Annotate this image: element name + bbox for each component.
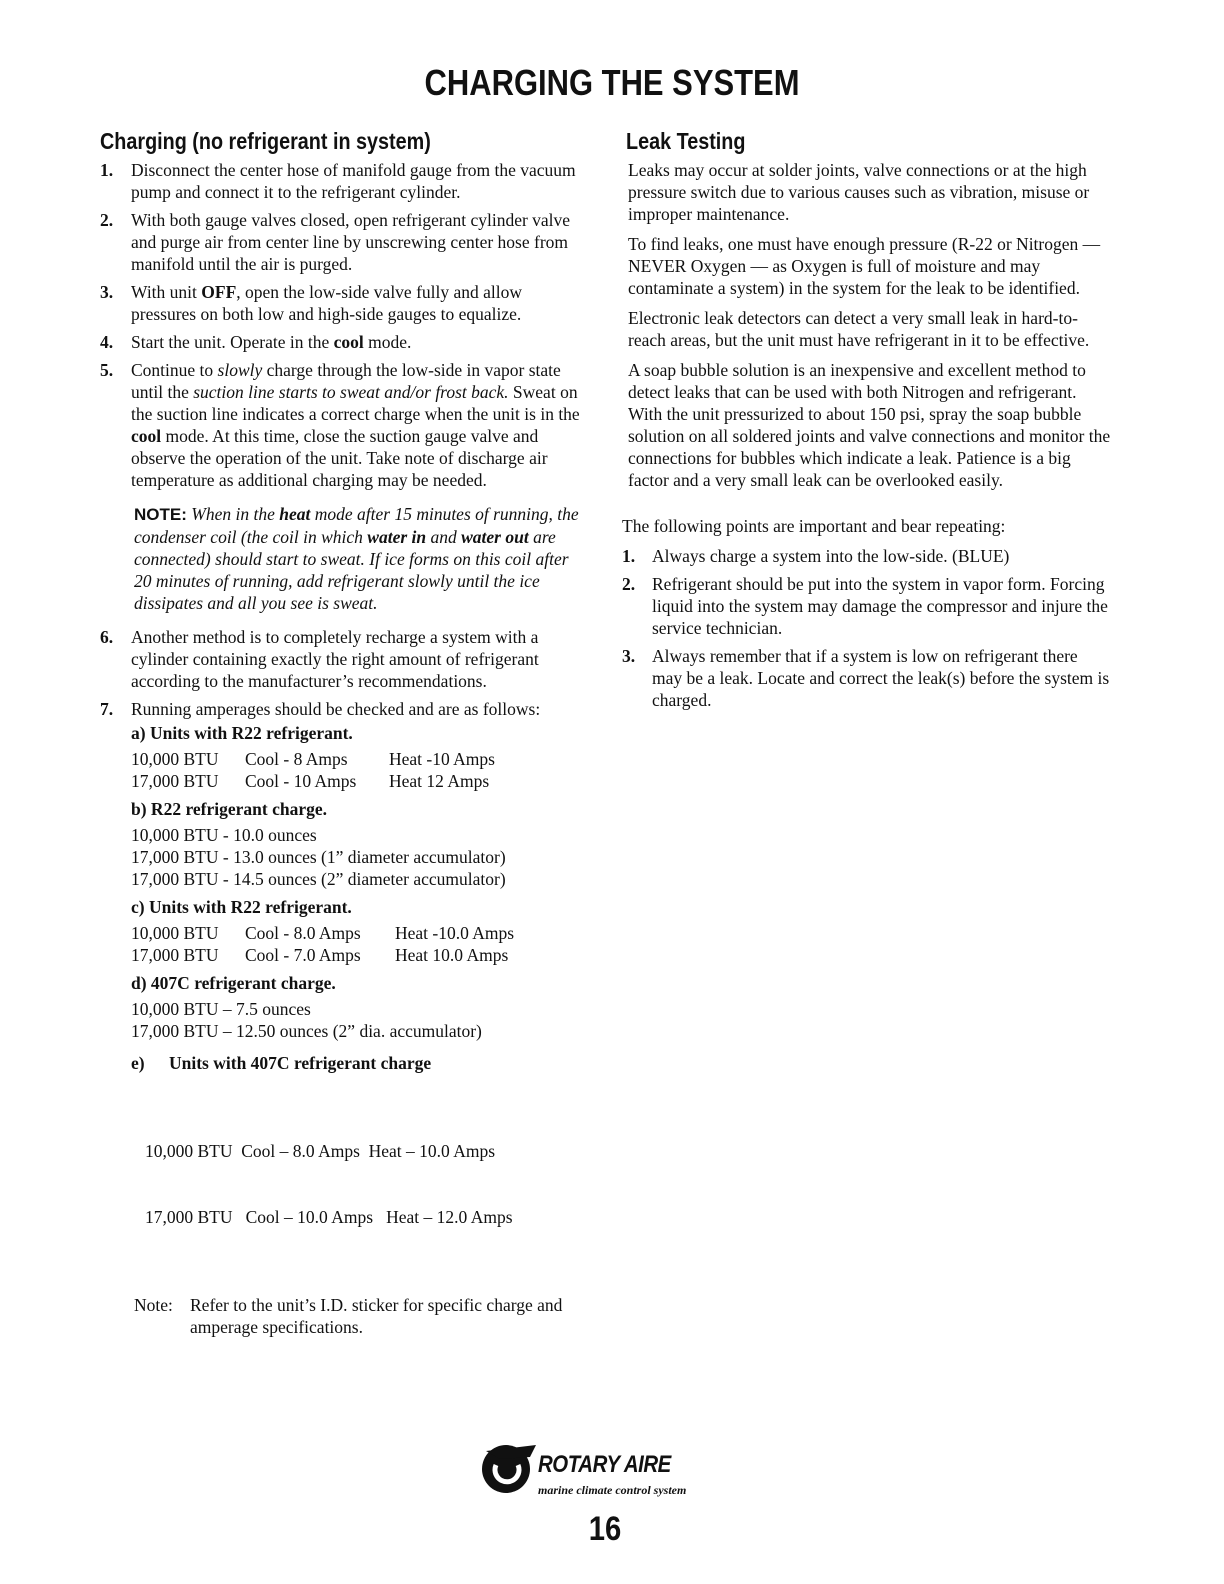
page-number: 16 xyxy=(588,1510,622,1548)
step-2: 2. With both gauge valves closed, open refrigerant cylinder valve and purge air from center line by unscrewing center hose from manifold until the air is purged. xyxy=(100,210,571,274)
rotary-aire-logo xyxy=(478,1437,738,1507)
step-1: 1. Disconnect the center hose of manifold gauge from the vacuum pump and connect it to the refrigerant cylinder. xyxy=(100,160,576,202)
charging-heading: Charging (no refrigerant in system) xyxy=(100,128,431,154)
leak-testing-heading: Leak Testing xyxy=(626,128,746,154)
spec-b: b) R22 refrigerant charge. 10,000 BTU - 10.0 ounces 17,000 BTU - 13.0 ounces (1” diameter accumulator) 17,000 BTU - 14.5 ounces (2” diameter accumulator) xyxy=(131,799,506,889)
important-points xyxy=(622,545,1112,711)
leak-paragraph: Electronic leak detectors can detect a very small leak in hard-to-reach areas, but the unit must have refrigerant in it to be effective. xyxy=(628,308,1090,350)
note-label: NOTE: xyxy=(134,505,187,524)
id-sticker-note: Note: Refer to the unit’s I.D. sticker for specific charge and amperage specifications. xyxy=(134,1295,563,1337)
point-1: 1. Always charge a system into the low-side. (BLUE) xyxy=(622,546,1010,566)
step-3: 3. With unit OFF, open the low-side valve fully and allow pressures on both low and high-side gauges to equalize. xyxy=(100,282,523,324)
right-column xyxy=(622,128,1112,717)
step-4: 4. Start the unit. Operate in the cool mode. xyxy=(100,332,412,352)
point-3: 3. Always remember that if a system is low on refrigerant there may be a leak. Locate and correct the leak(s) before the system is charged. xyxy=(622,646,1110,710)
leak-paragraph: A soap bubble solution is an inexpensive and excellent method to detect leaks that can be used with both Nitrogen and refrigerant. With the unit pressurized to about 150 psi, spray the soap bubble solution on all soldered joints and valve connections and monitor the connections for bubbles which indicate a leak. Patience is a big factor and a very small leak can be overlooked easily. xyxy=(628,360,1111,490)
spec-a-row: 10,000 BTU Cool - 8 Amps Heat -10 Amps xyxy=(131,749,495,769)
spec-d: d) 407C refrigerant charge. 10,000 BTU – 7.5 ounces 17,000 BTU – 12.50 ounces (2” dia. accumulator) xyxy=(131,973,482,1041)
leak-paragraph: Leaks may occur at solder joints, valve connections or at the high pressure switch due to various causes such as vibration, misuse or improper maintenance. xyxy=(628,160,1090,224)
step-6: 6. Another method is to completely recharge a system with a cylinder containing exactly the right amount of refrigerant according to the manufacturer’s recommendations. xyxy=(100,627,539,691)
step-7: 7. Running amperages should be checked and are as follows: a) Units with R22 refrigerant. 10,000 BTU Cool - 8 Amps Heat -10 Amps 17,000 BTU Cool - 10 Amps Heat 12 Amps b) R22 refrigerant charge. 10,000 BTU - 10.0 ounces 17,000 BTU - 13.0 ounces (1” diameter accumulator) 17,000 BTU - 14.5 ounces (2” diameter accumulator) c) Units with R22 refrigerant. 10,000 BTU Cool - 8.0 Amps Heat -10.0 Amps 17,000 BTU Cool - 7.0 Amps Heat 10.0 Amps d) 407C refrigerant charge. 10,000 BTU – 7.5 ounces 17,000 BTU – 12.50 ounces (2” dia. accumulator) xyxy=(100,698,590,1042)
step-5: 5. Continue to slowly charge through the low-side in vapor state until the suction line starts to sweat and/or frost back. Sweat on the suction line indicates a correct charge when the unit is in the cool mode. At this time, close the suction gauge valve and observe the operation of the unit. Take note of discharge air temperature as additional charging may be needed. xyxy=(100,360,580,490)
spec-a: a) Units with R22 refrigerant. 10,000 BTU Cool - 8 Amps Heat -10 Amps 17,000 BTU Cool - 10 Amps Heat 12 Amps xyxy=(131,722,590,792)
page-title: CHARGING THE SYSTEM xyxy=(424,62,800,103)
leak-paragraph: To find leaks, one must have enough pressure (R-22 or Nitrogen — NEVER Oxygen — as Oxygen is full of moisture and may contaminate a system) in the system for the leak to be identified. xyxy=(628,234,1101,298)
left-column xyxy=(100,128,590,1338)
charging-steps-continued xyxy=(100,626,590,1042)
brand-name: ROTARY AIRE xyxy=(538,1451,671,1478)
spec-a-row: 17,000 BTU Cool - 10 Amps Heat 12 Amps xyxy=(131,771,490,791)
points-intro: The following points are important and bear repeating: xyxy=(622,516,1006,536)
heat-mode-note: NOTE: When in the heat mode after 15 minutes of running, the condenser coil (the coil in which water in and water out are connected) should start to sweat. If ice forms on this coil after 20 minutes of running, add refrigerant slowly until the ice dissipates and all you see is sweat. xyxy=(134,504,579,613)
spec-e: e) Units with 407C refrigerant charge 10,000 BTU Cool – 8.0 Amps Heat – 10.0 Amps 17,000 BTU Cool – 10.0 Amps Heat – 12.0 Amps xyxy=(131,1053,513,1227)
brand-tagline: marine climate control system xyxy=(538,1483,687,1497)
rotary-aire-logo-icon xyxy=(478,1437,540,1497)
spec-c: c) Units with R22 refrigerant. 10,000 BTU Cool - 8.0 Amps Heat -10.0 Amps 17,000 BTU Cool - 7.0 Amps Heat 10.0 Amps xyxy=(131,897,515,965)
point-2: 2. Refrigerant should be put into the system in vapor form. Forcing liquid into the system may damage the compressor and injure the service technician. xyxy=(622,574,1108,638)
charging-steps xyxy=(100,159,590,491)
